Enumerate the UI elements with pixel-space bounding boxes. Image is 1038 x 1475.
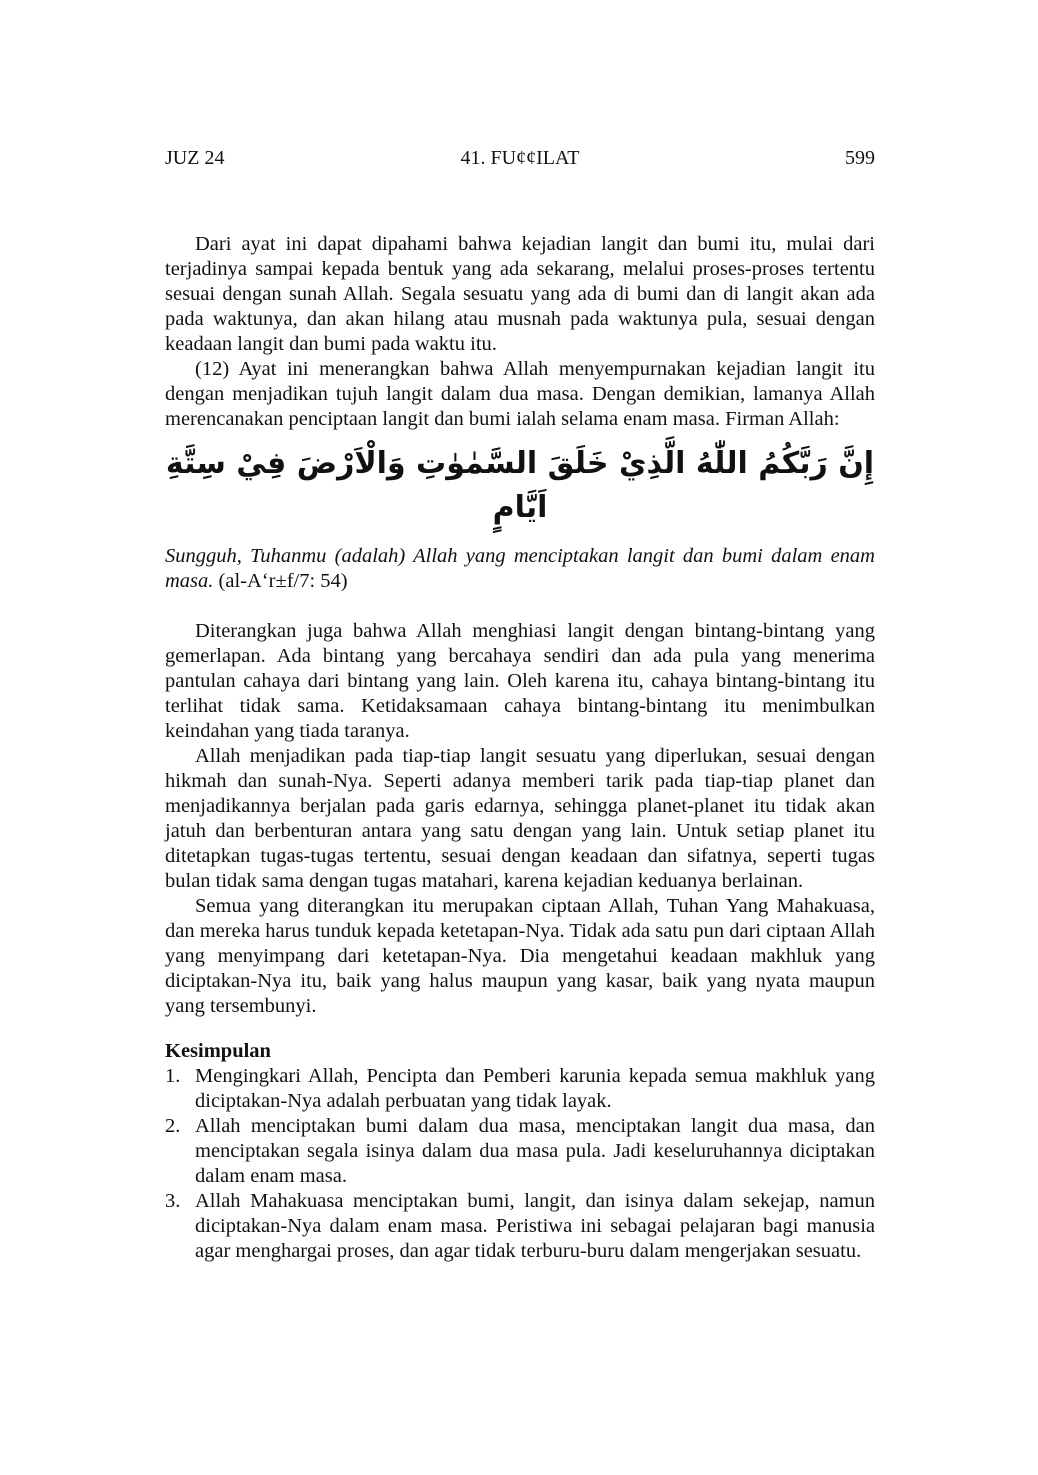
- list-item: [165, 1064, 875, 1114]
- list-item-number: 1.: [165, 1065, 181, 1087]
- list-item-number: 2.: [165, 1115, 181, 1137]
- page-number: 599: [845, 147, 875, 169]
- list-item: [165, 1114, 875, 1189]
- paragraph: Diterangkan juga bahwa Allah menghiasi langit dengan bintang-bintang yang gemerlapan. Ada bintang yang bercahaya sendiri dan ada pula yang menerima pantulan cahaya dari bintang yang lain. Oleh karena itu, cahaya bintang-bintang itu terlihat tidak sama. Ketidaksamaan cahaya bintang-bintang itu menimbulkan keindahan yang tiada taranya.: [165, 620, 875, 742]
- translation-text: Sungguh, Tuhanmu (adalah) Allah yang menciptakan langit dan bumi dalam enam masa.: [165, 545, 875, 592]
- paragraph: Dari ayat ini dapat dipahami bahwa kejadian langit dan bumi itu, mulai dari terjadinya sampai kepada bentuk yang ada sekarang, melalui proses-proses tertentu sesuai dengan sunah Allah. Segala sesuatu yang ada di bumi dan di langit akan ada pada waktunya, dan akan hilang atau musnah pada waktunya pula, sesuai dengan keadaan langit dan bumi pada waktu itu.: [165, 233, 875, 355]
- paragraph: Allah menjadikan pada tiap-tiap langit sesuatu yang diperlukan, sesuai dengan hikmah dan sunah-Nya. Seperti adanya memberi tarik pada tiap-tiap planet dan menjadikannya berjalan pada garis edarnya, sehingga planet-planet itu tidak akan jatuh dan berbenturan antara yang satu dengan yang lain. Untuk setiap planet itu ditetapkan tugas-tugas tertentu, sesuai dengan keadaan dan sifatnya, seperti tugas bulan tidak sama dengan tugas matahari, karena kejadian keduanya berlainan.: [165, 745, 875, 892]
- page-body: [165, 232, 875, 1264]
- list-item: [165, 1189, 875, 1264]
- verse-reference: (al-A‘r±f/7: 54): [218, 570, 348, 592]
- paragraph: (12) Ayat ini menerangkan bahwa Allah menyempurnakan kejadian langit itu dengan menjadikan tujuh langit dalam dua masa. Dengan demikian, lamanya Allah merencanakan penciptaan langit dan bumi ialah selama enam masa. Firman Allah:: [165, 358, 875, 430]
- juz-label: JUZ 24: [165, 147, 225, 169]
- list-item-number: 3.: [165, 1190, 181, 1212]
- paragraph: Semua yang diterangkan itu merupakan ciptaan Allah, Tuhan Yang Mahakuasa, dan mereka harus tunduk kepada ketetapan-Nya. Tidak ada satu pun dari ciptaan Allah yang menyimpang dari ketetapan-Nya. Dia mengetahui keadaan makhluk yang diciptakan-Nya itu, baik yang halus maupun yang kasar, baik yang nyata maupun yang tersembunyi.: [165, 895, 875, 1017]
- list-item-text: Mengingkari Allah, Pencipta dan Pemberi karunia kepada semua makhluk yang diciptakan-Nya adalah perbuatan yang tidak layak.: [195, 1065, 875, 1112]
- conclusion-heading: Kesimpulan: [165, 1040, 271, 1062]
- conclusion-list: [165, 1064, 875, 1264]
- arabic-verse: إِنَّ رَبَّكُمُ اللّٰهُ الَّذِيْ خَلَقَ السَّمٰوٰتِ وَالْاَرْضَ فِيْ سِتَّةِ اَيَّامٍ: [165, 446, 875, 525]
- verse-translation: [165, 544, 875, 594]
- list-item-text: Allah menciptakan bumi dalam dua masa, menciptakan langit dua masa, dan menciptakan segala isinya dalam dua masa pula. Jadi keseluruhannya diciptakan dalam enam masa.: [195, 1115, 875, 1187]
- list-item-text: Allah Mahakuasa menciptakan bumi, langit, dan isinya dalam sekejap, namun diciptakan-Nya dalam enam masa. Peristiwa ini sebagai pelajaran bagi manusia agar menghargai proses, dan agar tidak terburu-buru dalam mengerjakan sesuatu.: [195, 1190, 875, 1262]
- surah-title: 41. FU¢¢ILAT: [460, 147, 580, 169]
